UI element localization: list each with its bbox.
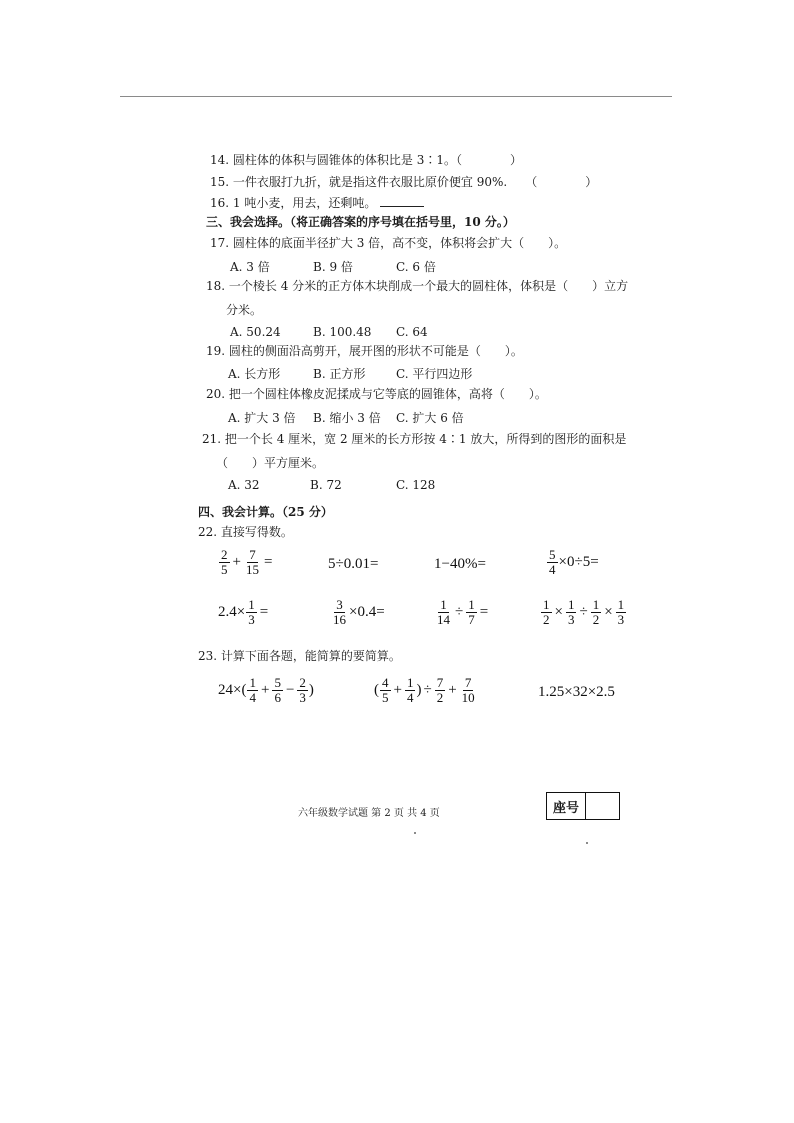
fraction [246,598,257,627]
numerator: 2 [221,547,228,562]
question-16-text: 16. 1 吨小麦，用去，还剩吨。 [210,196,377,210]
denominator: 6 [274,690,281,705]
denominator: 15 [245,562,259,577]
times-sign: × [604,604,613,620]
denominator: 4 [549,562,556,577]
q21-option-b: B. 72 [310,478,342,492]
seat-number-field [586,793,619,819]
calc-expression-7 [434,598,490,627]
denominator: 3 [299,690,306,705]
q19-option-a: A. 长方形 [228,367,281,381]
numerator: 5 [549,547,556,562]
fraction [466,598,477,627]
question-21-line1: 21. 把一个长 4 厘米，宽 2 厘米的长方形按 4∶1 放大，所得到的图形的面积是 [202,432,627,446]
equals-sign: = [479,604,489,620]
numerator: 1 [249,675,256,690]
fraction [331,598,348,627]
compute-expression-2 [374,676,478,705]
q19-option-c: C. 平行四边形 [396,367,473,381]
seat-number-label: 座号 [547,793,586,819]
question-18-line2: 分米。 [226,303,263,317]
calc-expression-3 [434,556,486,573]
q18-option-b: B. 100.48 [313,325,372,339]
seat-number-box [546,792,620,820]
denominator: 5 [382,690,389,705]
denominator: 3 [617,612,625,627]
expression-text: ×0.4= [349,604,385,620]
numerator: 7 [436,675,444,690]
denominator: 2 [543,612,550,627]
expression-text: ) [308,682,314,698]
calc-expression-1 [218,548,274,577]
fraction [547,548,558,577]
numerator: 1 [406,675,414,690]
divide-sign: ÷ [455,604,464,620]
question-14: 14. 圆柱体的体积与圆锥体的体积比是 3∶1。（ ） [210,153,522,167]
numerator: 2 [299,675,306,690]
compute-expression-1 [218,676,314,705]
denominator: 3 [248,612,255,627]
q19-option-b: B. 正方形 [313,367,366,381]
question-17: 17. 圆柱体的底面半径扩大 3 倍，高不变，体积将会扩大（ ）。 [210,236,567,250]
denominator: 3 [567,612,575,627]
q20-option-a: A. 扩大 3 倍 [228,411,296,425]
numerator: 1 [248,597,255,612]
top-rule [120,96,672,97]
numerator: 1 [567,597,575,612]
numerator: 1 [468,597,475,612]
denominator: 14 [437,612,450,627]
numerator: 7 [464,675,472,690]
answer-blank [380,196,424,207]
fraction [435,598,452,627]
plus-sign: + [232,554,241,570]
expression-text: 2.4× [218,604,246,620]
scan-speck [586,842,588,844]
fraction [591,598,602,627]
numerator: 5 [274,675,281,690]
calc-expression-8 [540,598,627,627]
question-19: 19. 圆柱的侧面沿高剪开，展开图的形状不可能是（ ）。 [206,344,523,358]
page-footer: 六年级数学试题 第 2 页 共 4 页 [298,808,440,819]
fraction [297,676,308,705]
denominator: 10 [461,690,475,705]
q17-option-a: A. 3 倍 [230,260,270,274]
plus-sign: + [448,682,457,698]
close-paren: ) [416,682,422,698]
denominator: 4 [249,690,256,705]
fraction [616,598,627,627]
q17-option-c: C. 6 倍 [396,260,436,274]
numerator: 3 [336,597,343,612]
fraction [541,598,552,627]
calc-expression-6 [330,598,385,627]
fraction [247,676,258,705]
expression-text: 5÷0.01= [328,556,379,572]
question-18-line1: 18. 一个棱长 4 分米的正方体木块削成一个最大的圆柱体，体积是（ ）立方 [206,279,629,293]
calc-expression-4 [546,548,599,577]
scan-speck [414,832,416,834]
denominator: 2 [592,612,600,627]
fraction [435,676,446,705]
numerator: 4 [382,675,389,690]
q18-option-c: C. 64 [396,325,428,339]
minus-sign: − [285,682,295,698]
question-21-line2: （ ）平方厘米。 [216,456,325,470]
q20-option-b: B. 缩小 3 倍 [313,411,381,425]
times-sign: × [554,604,563,620]
numerator: 1 [617,597,625,612]
question-22: 22. 直接写得数。 [198,525,293,539]
equals-sign: = [263,554,273,570]
q17-option-b: B. 9 倍 [313,260,353,274]
plus-sign: + [393,682,402,698]
fraction [460,676,477,705]
denominator: 4 [406,690,414,705]
section-4-heading: 四、我会计算。（25 分） [198,505,333,519]
numerator: 1 [543,597,550,612]
expression-text: 24×( [218,682,247,698]
section-3-heading: 三、我会选择。（将正确答案的序号填在括号里，10 分。） [206,215,515,229]
numerator: 7 [249,547,256,562]
divide-sign: ÷ [579,604,588,620]
denominator: 7 [468,612,475,627]
fraction [219,548,230,577]
numerator: 1 [592,597,600,612]
question-23: 23. 计算下面各题，能简算的要简算。 [198,649,401,663]
fraction [272,676,283,705]
expression-text: 1−40%= [434,556,486,572]
divide-sign: ÷ [423,682,432,698]
fraction [244,548,261,577]
expression-text: 1.25×32×2.5 [538,684,615,700]
question-15: 15. 一件衣服打九折，就是指这件衣服比原价便宜 90%. （ ） [210,175,598,189]
question-16 [210,195,424,211]
denominator: 2 [436,690,444,705]
expression-text: ×0÷5= [558,554,599,570]
question-20: 20. 把一个圆柱体橡皮泥揉成与它等底的圆锥体，高将（ ）。 [206,387,547,401]
fraction [405,676,416,705]
q18-option-a: A. 50.24 [230,325,281,339]
equals-sign: = [259,604,269,620]
plus-sign: + [260,682,270,698]
fraction [380,676,391,705]
denominator: 5 [221,562,228,577]
q20-option-c: C. 扩大 6 倍 [396,411,464,425]
calc-expression-5 [218,598,270,627]
open-paren: ( [374,682,379,698]
q21-option-a: A. 32 [228,478,260,492]
denominator: 16 [333,612,346,627]
compute-expression-3 [538,684,615,701]
calc-expression-2 [328,556,378,573]
q21-option-c: C. 128 [396,478,436,492]
numerator: 1 [440,597,447,612]
fraction [566,598,577,627]
